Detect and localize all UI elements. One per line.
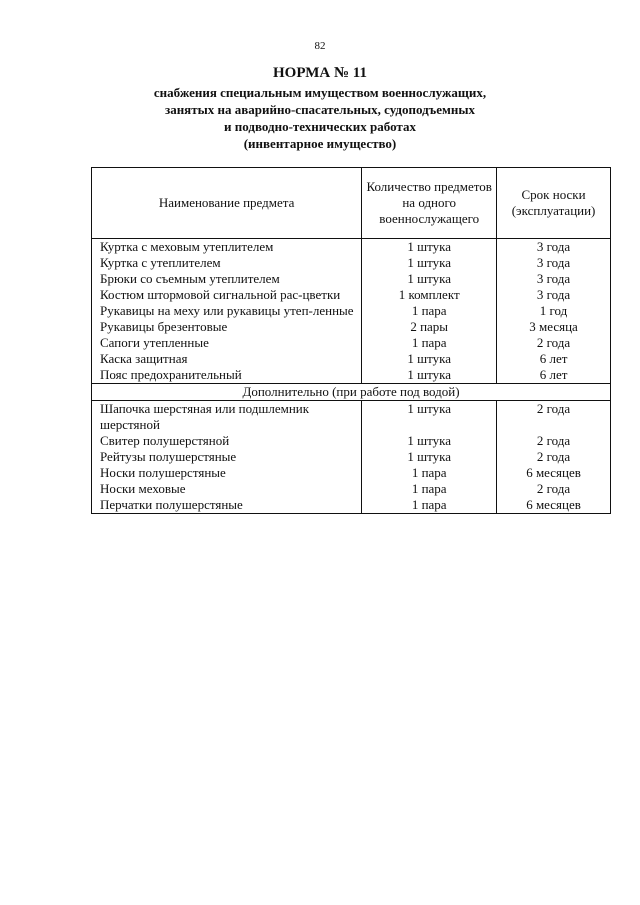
subtitle-line: занятых на аварийно-спасательных, судоподъемных <box>164 102 476 117</box>
item-quantity: 1 пара <box>362 335 497 351</box>
header-quantity: Количество предметов на одного военнослужащего <box>362 168 497 239</box>
item-name: Рукавицы на меху или рукавицы утеп-ленные <box>92 303 362 319</box>
main-rows <box>92 239 611 384</box>
table-row <box>92 481 611 497</box>
page-number: 82 <box>314 40 326 52</box>
item-name: Носки полушерстяные <box>92 465 362 481</box>
table-row <box>92 401 611 434</box>
item-name: Носки меховые <box>92 481 362 497</box>
item-quantity: 1 штука <box>362 351 497 367</box>
item-quantity: 1 комплект <box>362 287 497 303</box>
item-name: Пояс предохранительный <box>92 367 362 384</box>
item-name: Костюм штормовой сигнальной рас-цветки <box>92 287 362 303</box>
table-row <box>92 271 611 287</box>
table-row <box>92 449 611 465</box>
table-row <box>92 239 611 256</box>
item-term: 6 лет <box>497 367 611 384</box>
document-heading <box>80 64 560 152</box>
item-quantity: 1 штука <box>362 433 497 449</box>
table-row <box>92 351 611 367</box>
item-term: 3 месяца <box>497 319 611 335</box>
item-name: Свитер полушерстяной <box>92 433 362 449</box>
item-name: Перчатки полушерстяные <box>92 497 362 514</box>
section-label: Дополнительно (при работе под водой) <box>92 384 611 401</box>
norm-title: НОРМА № 11 <box>273 65 367 81</box>
item-term: 3 года <box>497 239 611 256</box>
item-quantity: 2 пары <box>362 319 497 335</box>
item-quantity: 1 пара <box>362 465 497 481</box>
item-name: Брюки со съемным утеплителем <box>92 271 362 287</box>
item-quantity: 1 штука <box>362 255 497 271</box>
section-row <box>92 384 611 401</box>
item-term: 2 года <box>497 481 611 497</box>
table-row <box>92 255 611 271</box>
table-row <box>92 367 611 384</box>
subtitle-line: (инвентарное имущество) <box>243 136 397 151</box>
item-quantity: 1 штука <box>362 239 497 256</box>
item-name: Рейтузы полушерстяные <box>92 449 362 465</box>
item-term: 2 года <box>497 449 611 465</box>
table-row <box>92 303 611 319</box>
item-term: 6 лет <box>497 351 611 367</box>
item-quantity: 1 штука <box>362 367 497 384</box>
subtitle-line: и подводно-технических работах <box>224 119 416 134</box>
item-name: Сапоги утепленные <box>92 335 362 351</box>
item-term: 2 года <box>497 401 611 434</box>
item-quantity: 1 пара <box>362 303 497 319</box>
item-term: 3 года <box>497 255 611 271</box>
table-row <box>92 287 611 303</box>
table-row <box>92 497 611 514</box>
item-term: 2 года <box>497 433 611 449</box>
table-row <box>92 335 611 351</box>
item-term: 3 года <box>497 271 611 287</box>
norm-table <box>91 167 611 514</box>
item-term: 2 года <box>497 335 611 351</box>
item-quantity: 1 штука <box>362 449 497 465</box>
subtitle-line: снабжения специальным имуществом военнослужащих, <box>153 85 487 100</box>
item-quantity: 1 пара <box>362 481 497 497</box>
item-quantity: 1 штука <box>362 401 497 434</box>
item-name: Рукавицы брезентовые <box>92 319 362 335</box>
table-row <box>92 433 611 449</box>
extra-rows <box>92 384 611 514</box>
item-name: Куртка с утеплителем <box>92 255 362 271</box>
header-term: Срок носки (эксплуатации) <box>497 168 611 239</box>
item-name: Каска защитная <box>92 351 362 367</box>
table-row <box>92 319 611 335</box>
item-name: Шапочка шерстяная или подшлемник шерстяной <box>92 401 362 434</box>
item-term: 6 месяцев <box>497 465 611 481</box>
item-name: Куртка с меховым утеплителем <box>92 239 362 256</box>
header-item-name: Наименование предмета <box>92 168 362 239</box>
table-header-row <box>92 168 611 239</box>
table-row <box>92 465 611 481</box>
item-quantity: 1 штука <box>362 271 497 287</box>
item-term: 6 месяцев <box>497 497 611 514</box>
item-term: 1 год <box>497 303 611 319</box>
item-term: 3 года <box>497 287 611 303</box>
item-quantity: 1 пара <box>362 497 497 514</box>
